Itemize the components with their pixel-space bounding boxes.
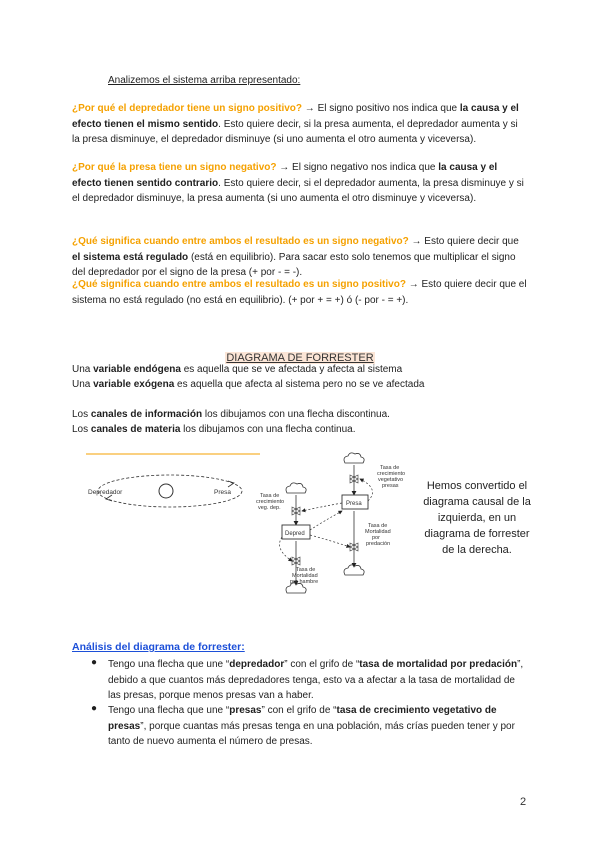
bullet-dot-1: ● <box>91 657 98 668</box>
causal-predator-label: Depredador <box>88 489 123 496</box>
endogenous-definition: Una variable endógena es aquella que se ve afectada y afecta al sistema <box>72 364 403 375</box>
causal-diagram <box>88 475 242 507</box>
mortality-hunger-label: Tasa de Mortalidad por hambre <box>290 567 319 585</box>
q2-text-a: → El signo negativo nos indica que <box>276 162 439 173</box>
forrester-diagram <box>256 453 407 593</box>
q1-text-a: → El signo positivo nos indica que <box>302 103 460 114</box>
material-channels-term: canales de materia <box>90 424 181 435</box>
side-note: Hemos convertido el diagrama causal de la izquierda, en un diagrama de forrester de la derecha. <box>423 480 531 556</box>
info-channels-term: canales de información <box>90 409 203 420</box>
q2-text-b: . Esto quiere decir, si el depredador aumenta, la presa disminuye y si el depredador disminuye, la presa aumenta (si uno aumenta el otro disminuye y viceversa). <box>72 177 524 205</box>
prey-stock-label: Presa <box>346 501 362 507</box>
q4-text: → Esto quiere decir que el sistema no está regulado (no está en equilibrio). (+ por + = +) ó (- por - = +). <box>72 279 527 306</box>
q1-paragraph <box>72 101 527 148</box>
top-right-cloud <box>344 453 364 463</box>
q3-paragraph <box>72 234 527 281</box>
material-channels-definition: Los canales de materia los dibujamos con una flecha continua. <box>72 424 356 435</box>
growth-prey-label: Tasa de crecimiento vegetativo presas <box>377 465 406 489</box>
q1-bold: la causa y el efecto tienen el mismo sentido <box>72 103 519 130</box>
mortality-predation-label: Tasa de Mortalidad por predación <box>365 523 391 547</box>
q2-paragraph <box>72 160 527 207</box>
intro-heading: Analizemos el sistema arriba representado: <box>108 75 301 86</box>
page-number: 2 <box>520 796 527 808</box>
analysis-heading: Análisis del diagrama de forrester: <box>72 641 245 653</box>
analysis-bullet-2: Tengo una flecha que une “presas” con el grifo de “tasa de crecimiento vegetativo de presas”, porque cuantas más presas tenga en una población, más crías pueden tener y por tanto de nuevo aumenta el número de presas. <box>108 705 515 748</box>
info-channels-definition: Los canales de información los dibujamos con una flecha discontinua. <box>72 409 390 420</box>
q3-text-b: (está en equilibrio). Para sacar esto solo tenemos que multiplicar el signo del depredador por el signo de la presa (+ por - = -). <box>72 251 516 279</box>
q3-text-a: → Esto quiere decir que <box>408 236 519 247</box>
top-left-cloud <box>286 483 306 493</box>
exogenous-term: variable exógena <box>93 379 175 390</box>
analysis-bullet-1: Tengo una flecha que une “depredador” con el grifo de “tasa de mortalidad por predación”, debido a que cuantos más depredadores tenga, esto va a afectar a la tasa de mortalidad de las presas, porque menos presas van a haber. <box>108 659 524 702</box>
endogenous-term: variable endógena <box>93 364 181 375</box>
q4-paragraph <box>72 277 527 308</box>
q1-question: ¿Por qué el depredador tiene un signo positivo? <box>72 103 303 114</box>
diagrams-figure <box>80 445 420 605</box>
q3-question: ¿Qué significa cuando entre ambos el resultado es un signo negativo? <box>72 236 409 247</box>
q2-bold: la causa y el efecto tienen sentido contrario <box>72 162 498 189</box>
q2-question: ¿Por qué la presa tiene un signo negativo? <box>72 162 277 173</box>
q1-text-b: . Esto quiere decir, si la presa aumenta, el depredador aumenta y si la presa disminuye, el depredador disminuye (si uno aumenta el otro aumenta y viceversa). <box>72 118 518 146</box>
predator-stock-label: Depred <box>285 531 305 537</box>
exogenous-definition: Una variable exógena es aquella que afecta al sistema pero no se ve afectada <box>72 379 425 390</box>
causal-prey-label: Presa <box>214 489 231 496</box>
forrester-title: DIAGRAMA DE FORRESTER <box>226 352 374 364</box>
bullet-dot-2: ● <box>91 703 98 714</box>
growth-predator-label: Tasa de crecimiento veg. dep. <box>256 493 285 511</box>
q3-bold: el sistema está regulado <box>72 251 189 263</box>
q4-question: ¿Qué significa cuando entre ambos el resultado es un signo positivo? <box>72 279 406 290</box>
